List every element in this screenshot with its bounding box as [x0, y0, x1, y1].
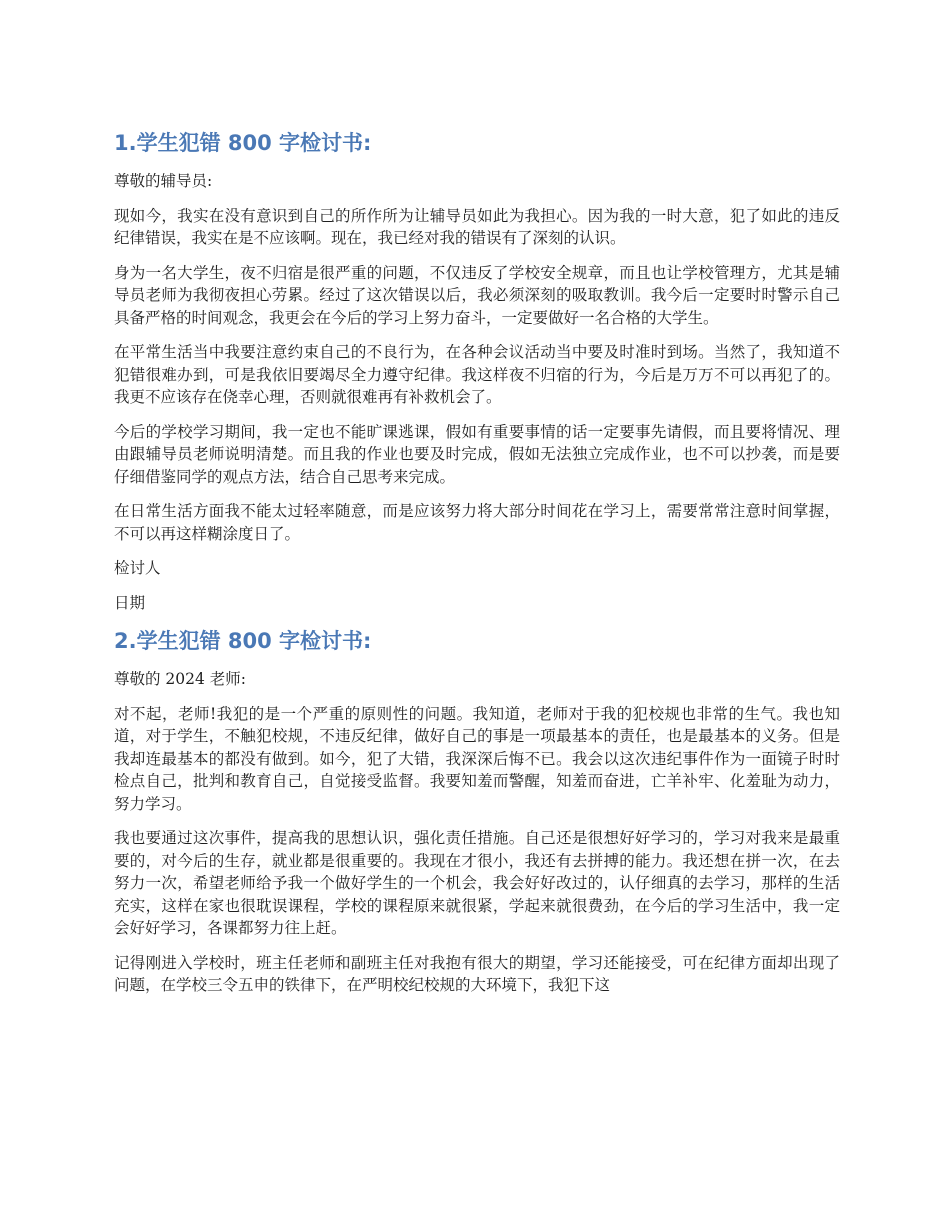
section-2-paragraph: 记得刚进入学校时，班主任老师和副班主任对我抱有很大的期望，学习还能接受，可在纪律方面却出现了问题，在学校三令五申的铁律下，在严明校纪校规的大环境下，我犯下这	[114, 953, 840, 994]
section-1-signature: 检讨人	[114, 559, 161, 577]
document-page	[114, 128, 840, 1009]
section-2-paragraph: 我也要通过这次事件，提高我的思想认识，强化责任措施。自己还是很想好好学习的，学习对我来是最重要的，对今后的生存，就业都是很重要的。我现在才很小，我还有去拼搏的能力。我还想在拼一次，在去努力一次，希望老师给予我一个做好学生的一个机会，我会好好改过的，认仔细真的去学习，那样的生活充实，这样在家也很耽误课程，学校的课程原来就很紧，学起来就很费劲，在今后的学习生活中，我一定会好好学习，各课都努力往上赶。	[114, 829, 840, 937]
section-1-salutation: 尊敬的辅导员:	[114, 172, 213, 190]
section-2-salutation: 尊敬的 2024 老师:	[114, 670, 247, 688]
section-1-paragraph: 在日常生活方面我不能太过轻率随意，而是应该努力将大部分时间花在学习上，需要常常注意时间掌握，不可以再这样糊涂度日了。	[114, 502, 840, 543]
section-2-paragraph: 对不起，老师!我犯的是一个严重的原则性的问题。我知道，老师对于我的犯校规也非常的生气。我也知道，对于学生，不触犯校规，不违反纪律，做好自己的事是一项最基本的责任，也是最基本的义务。但是我却连最基本的都没有做到。如今，犯了大错，我深深后悔不已。我会以这次违纪事件作为一面镜子时时检点自己，批判和教育自己，自觉接受监督。我要知羞而警醒，知羞而奋进，亡羊补牢、化羞耻为动力，努力学习。	[114, 704, 840, 813]
section-1-paragraph: 现如今，我实在没有意识到自己的所作所为让辅导员如此为我担心。因为我的一时大意，犯了如此的违反纪律错误，我实在是不应该啊。现在，我已经对我的错误有了深刻的认识。	[114, 206, 840, 247]
section-1-paragraph: 在平常生活当中我要注意约束自己的不良行为，在各种会议活动当中要及时准时到场。当然了，我知道不犯错很难办到，可是我依旧要竭尽全力遵守纪律。我这样夜不归宿的行为，今后是万万不可以再犯了的。我更不应该存在侥幸心理，否则就很难再有补救机会了。	[114, 343, 840, 406]
section-1-heading: 1.学生犯错 800 字检讨书:	[114, 131, 372, 155]
section-1-date: 日期	[114, 593, 146, 612]
section-1-paragraph: 身为一名大学生，夜不归宿是很严重的问题，不仅违反了学校安全规章，而且也让学校管理方，尤其是辅导员老师为我彻夜担心劳累。经过了这次错误以后，我必须深刻的吸取教训。我今后一定要时时警示自己具备严格的时间观念，我更会在今后的学习上努力奋斗，一定要做好一名合格的大学生。	[114, 263, 840, 327]
section-2-heading: 2.学生犯错 800 字检讨书:	[114, 629, 372, 653]
section-1-paragraph: 今后的学校学习期间，我一定也不能旷课逃课，假如有重要事情的话一定要事先请假，而且要将情况、理由跟辅导员老师说明清楚。而且我的作业也要及时完成，假如无法独立完成作业，也不可以抄袭，而是要仔细借鉴同学的观点方法，结合自己思考来完成。	[114, 422, 840, 486]
